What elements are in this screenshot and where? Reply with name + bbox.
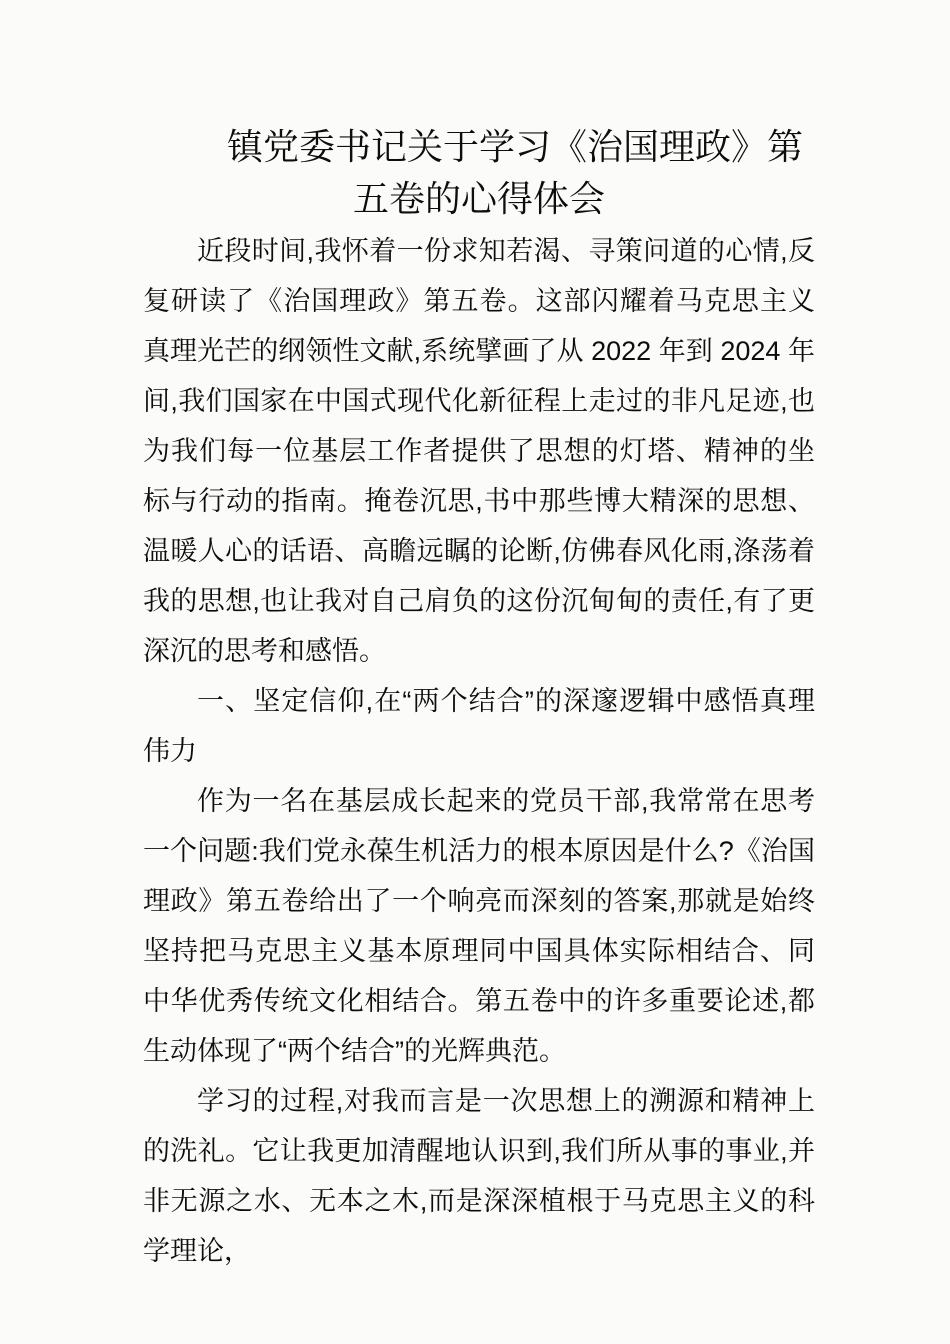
document-title	[143, 121, 815, 225]
document-body	[143, 226, 815, 1276]
paragraph-section-1-body: 作为一名在基层成长起来的党员干部,我常常在思考一个问题:我们党永葆生机活力的根本原因是什么?《治国理政》第五卷给出了一个响亮而深刻的答案,那就是始终坚持把马克思主义基本原理同中国具体实际相结合、同中华优秀传统文化相结合。第五卷中的许多重要论述,都生动体现了“两个结合”的光辉典范。	[143, 786, 815, 1066]
section-heading-1: 一、坚定信仰,在“两个结合”的深邃逻辑中感悟真理伟力	[143, 686, 815, 766]
paragraph-intro: 近段时间,我怀着一份求知若渴、寻策问道的心情,反复研读了《治国理政》第五卷。这部闪耀着马克思主义真理光芒的纲领性文献,系统擘画了从 2022 年到 2024 年间,我们国家在中国式现代化新征程上走过的非凡足迹,也为我们每一位基层工作者提供了思想的灯塔、精神的坐标与行动的指南。掩卷沉思,书中那些博大精深的思想、温暖人心的话语、高瞻远瞩的论断,仿佛春风化雨,涤荡着我的思想,也让我对自己肩负的这份沉甸甸的责任,有了更深沉的思考和感悟。	[143, 236, 815, 666]
document-title-line-2: 五卷的心得体会	[352, 178, 605, 219]
paragraph-learning-process: 学习的过程,对我而言是一次思想上的溯源和精神上的洗礼。它让我更加清醒地认识到,我们所从事的事业,并非无源之水、无本之木,而是深深植根于马克思主义的科学理论，	[143, 1086, 815, 1266]
document-title-line-1: 镇党委书记关于学习《治国理政》第	[226, 126, 803, 167]
